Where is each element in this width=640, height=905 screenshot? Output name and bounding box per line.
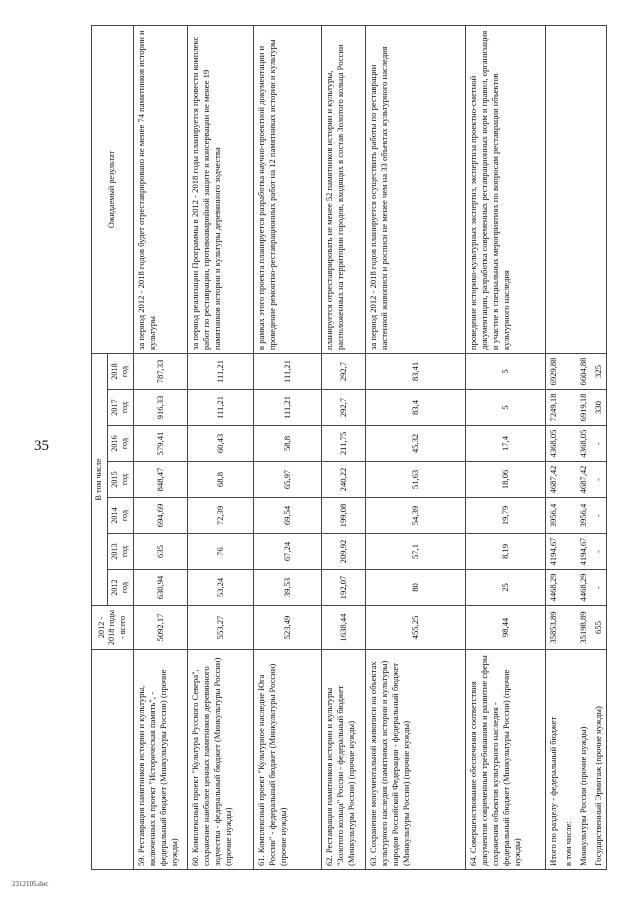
row-value: 579,41 xyxy=(133,426,187,462)
total-value: 4194,67 xyxy=(545,534,561,570)
header-name xyxy=(92,650,134,870)
row-value: 83,4 xyxy=(365,390,465,426)
row-result: проведение историко-культурных экспертиз, экспертиза проектно-сметной документации, разработка современных реставрационных норм и правил, организация и участие в специальных мероприятиях по вопросам реставрации объектов культурного наследия xyxy=(465,26,545,354)
table-row xyxy=(133,26,187,870)
row-value: 39,53 xyxy=(253,570,321,606)
row-value: 65,97 xyxy=(253,462,321,498)
hermitage-value: - xyxy=(591,534,607,570)
row-value: 60,43 xyxy=(187,426,253,462)
header-row xyxy=(92,26,108,870)
row-value: 192,07 xyxy=(321,570,365,606)
row-value: 111,21 xyxy=(253,390,321,426)
header-year: 2017 год xyxy=(107,390,133,426)
row-value: 630,94 xyxy=(133,570,187,606)
total-value: 4468,29 xyxy=(545,570,561,606)
table-row xyxy=(187,26,253,870)
row-value: 45,32 xyxy=(365,426,465,462)
ministry-value: 6919,18 xyxy=(576,390,591,426)
row-value: 787,33 xyxy=(133,354,187,390)
row-value: 53,24 xyxy=(187,570,253,606)
row-value: 69,54 xyxy=(253,498,321,534)
row-value: 25 xyxy=(465,570,545,606)
header-year: 2015 год xyxy=(107,462,133,498)
header-year: 2016 год xyxy=(107,426,133,462)
header-expected-result: Ожидаемый результат xyxy=(92,26,134,354)
row-total: 455,25 xyxy=(365,606,465,650)
header-year: 2014 год xyxy=(107,498,133,534)
total-value: 7249,18 xyxy=(545,390,561,426)
total-row xyxy=(545,26,561,870)
hermitage-value: - xyxy=(591,426,607,462)
row-value: 635 xyxy=(133,534,187,570)
hermitage-total: 655 xyxy=(591,606,607,650)
total-value: 4368,05 xyxy=(545,426,561,462)
row-value: 57,1 xyxy=(365,534,465,570)
row-result: за период 2012 - 2018 годов планируется осуществить работы по реставрации настенной живописи и росписи не менее чем на 33 объектах культурного наследия xyxy=(365,26,465,354)
row-name: 61. Комплексный проект "Культурное наследие Юга России" - федеральный бюджет (Минкультуры России) (прочие нужды) xyxy=(253,650,321,870)
hermitage-value: - xyxy=(591,570,607,606)
hermitage-value: - xyxy=(591,498,607,534)
in-that-label: в том числе: xyxy=(561,650,576,870)
row-value: 19,79 xyxy=(465,498,545,534)
row-name: 59. Реставрация памятников истории и культуры, включенных в проект "Историческая память", - федеральный бюджет (Минкультуры России) (прочие нужды) xyxy=(133,650,187,870)
in-that-row xyxy=(561,26,576,870)
row-value: 18,06 xyxy=(465,462,545,498)
row-value: 83,41 xyxy=(365,354,465,390)
row-value: 68,8 xyxy=(187,462,253,498)
row-value: 209,92 xyxy=(321,534,365,570)
table-row xyxy=(253,26,321,870)
row-value: 5 xyxy=(465,390,545,426)
footer-filename: 2312105.doc xyxy=(12,880,49,888)
header-year: 2012 год xyxy=(107,570,133,606)
row-value: 8,19 xyxy=(465,534,545,570)
row-value: 292,7 xyxy=(321,354,365,390)
row-value: 76 xyxy=(187,534,253,570)
total-label: Итого по разделу - федеральный бюджет xyxy=(545,650,561,870)
header-years-total: 2012 - 2018 годы - всего xyxy=(92,606,134,650)
row-value: 111,21 xyxy=(187,390,253,426)
row-value: 848,47 xyxy=(133,462,187,498)
header-year: 2018 год xyxy=(107,354,133,390)
table-row xyxy=(321,26,365,870)
row-value: 58,8 xyxy=(253,426,321,462)
row-result: за период 2012 - 2018 годов будет отреставрировано не менее 74 памятников истории и культуры xyxy=(133,26,187,354)
row-value: 111,21 xyxy=(187,354,253,390)
row-result: за период реализации Программы в 2012 - 2018 годы планируется провести комплекс работ по реставрации, противоаварийной защите и консервации не менее 19 памятников истории и культуры деревянного зодчества xyxy=(187,26,253,354)
row-name: 60. Комплексный проект "Культура Русского Севера", сохранение наиболее ценных памятников деревянного зодчества - федеральный бюджет (Минкультуры России) (прочие нужды) xyxy=(187,650,253,870)
total-value: 4687,42 xyxy=(545,462,561,498)
ministry-value: 4468,29 xyxy=(576,570,591,606)
total-value: 3956,4 xyxy=(545,498,561,534)
row-value: 199,08 xyxy=(321,498,365,534)
header-in-that-number: В том числе xyxy=(92,354,108,606)
hermitage-label: Государственный Эрмитаж (прочие нужды) xyxy=(591,650,607,870)
rotated-page xyxy=(91,30,611,870)
ministry-label: Минкультуры России (прочие нужды) xyxy=(576,650,591,870)
row-total: 553,27 xyxy=(187,606,253,650)
row-name: 62. Реставрация памятников истории и культуры "Золотого кольца" России - федеральный бюджет (Минкультуры России) (прочие нужды) xyxy=(321,650,365,870)
row-value: 17,4 xyxy=(465,426,545,462)
total-value: 6929,88 xyxy=(545,354,561,390)
row-total: 523,49 xyxy=(253,606,321,650)
ministry-value: 4687,42 xyxy=(576,462,591,498)
ministry-value: 6604,88 xyxy=(576,354,591,390)
row-value: 51,63 xyxy=(365,462,465,498)
page-number: 35 xyxy=(34,438,49,454)
ministry-total: 35198,89 xyxy=(576,606,591,650)
ministry-value: 4368,05 xyxy=(576,426,591,462)
row-value: 211,75 xyxy=(321,426,365,462)
row-total: 98,44 xyxy=(465,606,545,650)
table-row xyxy=(365,26,465,870)
ministry-row xyxy=(576,26,591,870)
row-value: 67,24 xyxy=(253,534,321,570)
hermitage-value: 330 xyxy=(591,390,607,426)
row-name: 64. Совершенствование обеспечения соответствия документов современным требованиям и развитие сферы сохранения объектов культурного наследия - федеральный бюджет (Минкультуры России) (прочие нужды) xyxy=(465,650,545,870)
row-value: 54,39 xyxy=(365,498,465,534)
row-value: 5 xyxy=(465,354,545,390)
funding-table xyxy=(91,25,607,870)
row-value: 72,39 xyxy=(187,498,253,534)
row-total: 1638,44 xyxy=(321,606,365,650)
row-value: 694,69 xyxy=(133,498,187,534)
row-value: 111,21 xyxy=(253,354,321,390)
row-value: 240,22 xyxy=(321,462,365,498)
header-year: 2013 год xyxy=(107,534,133,570)
hermitage-value: 325 xyxy=(591,354,607,390)
hermitage-row xyxy=(591,26,607,870)
row-value: 80 xyxy=(365,570,465,606)
row-name: 63. Сохранение монументальной живописи на объектах культурного наследия (памятниках истории и культуры) народов Российской Федерации - федеральный бюджет (Минкультуры России) (прочие нужды) xyxy=(365,650,465,870)
row-result: планируется отреставрировать не менее 52 памятников истории и культуры, расположенных на территории городов, входящих в состав Золотого кольца России xyxy=(321,26,365,354)
table-row xyxy=(465,26,545,870)
row-result: в рамках этого проекта планируется разработка научно-проектной документации и проведение ремонтно-реставрационных работ на 12 памятниках истории и культуры xyxy=(253,26,321,354)
row-value: 292,7 xyxy=(321,390,365,426)
ministry-value: 4194,67 xyxy=(576,534,591,570)
total-sum: 35853,89 xyxy=(545,606,561,650)
row-value: 916,33 xyxy=(133,390,187,426)
row-total: 5092,17 xyxy=(133,606,187,650)
hermitage-value: - xyxy=(591,462,607,498)
ministry-value: 3956,4 xyxy=(576,498,591,534)
